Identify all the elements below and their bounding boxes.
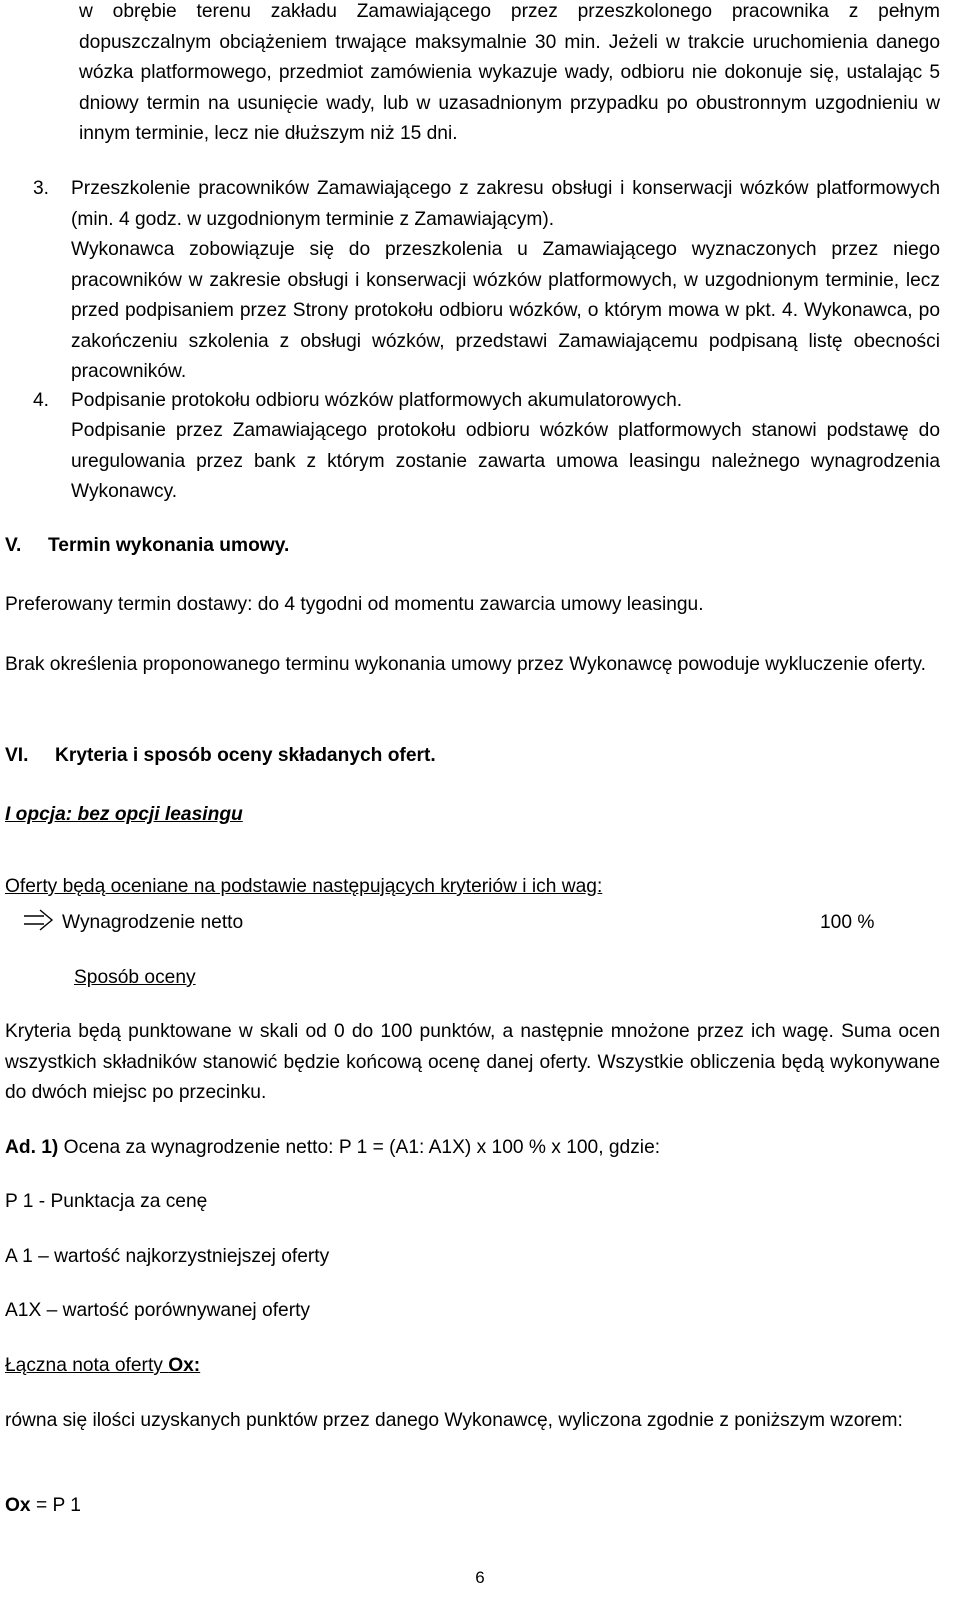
ad1-label: Ad. 1) [5,1137,59,1158]
method-heading: Sposób oceny [74,967,196,988]
ad1-formula-line [5,1133,660,1164]
formula-symbol: Ox [5,1495,31,1516]
continuation-paragraph: w obrębie terenu zakładu Zamawiającego przez przeszkolonego pracownika z pełnym dopuszczalnym obciążeniem trwające maksymalnie 30 min. Jeżeli w trakcie uruchomienia danego wózka platformowego, przedmiot zamówienia wykazuje wady, odbioru nie dokonuje się, ustalając 5 dniowy termin na usunięcie wady, lub w uzasadnionym przypadku po obustronnym uzgodnieniu w innym terminie, lecz nie dłuższym niż 15 dni. [79,1,940,144]
total-score-heading [5,1351,200,1382]
criteria-intro: Oferty będą oceniane na podstawie następujących kryteriów i ich wag: [5,876,603,897]
definition-a1x: A1X – wartość porównywanej oferty [5,1300,311,1321]
delivery-term-paragraph: Preferowany termin dostawy: do 4 tygodni od momentu zawarcia umowy leasingu. [5,594,704,615]
total-score-label: Łączna nota oferty [5,1355,169,1376]
section-5-number: V. [5,535,22,556]
criterion-name: Wynagrodzenie netto [62,912,244,933]
ad1-text: Ocena za wynagrodzenie netto: P 1 = (A1: A1X) x 100 % x 100, gdzie: [58,1137,661,1158]
item-4-number: 4. [33,390,50,411]
item-3-body: Wykonawca zobowiązuje się do przeszkolenia u Zamawiającego wyznaczonych przez niego pracowników w zakresie obsługi i konserwacji wózków platformowych, w uzgodnionym terminie, lecz przed podpisaniem przez Strony protokołu odbioru wózków, o którym mowa w pkt. 4. Wykonawca, po zakończeniu szkolenia z obsługi wózków, przedstawi Zamawiającemu podpisaną listę obecności pracowników. [71,239,940,382]
page-number: 6 [475,1568,485,1587]
item-3-number: 3. [33,178,50,199]
definition-p1: P 1 - Punktacja za cenę [5,1191,208,1212]
criterion-weight: 100 % [820,912,875,933]
double-arrow-right-icon [22,907,56,933]
option-heading: I opcja: bez opcji leasingu [5,804,243,825]
method-paragraph: Kryteria będą punktowane w skali od 0 do 100 punktów, a następnie mnożone przez ich wagę. Suma ocen wszystkich składników stanowić będzie końcową ocenę danej oferty. Wszystkie obliczenia będą wykonywane do dwóch miejsc po przecinku. [5,1021,940,1103]
section-6-title: Kryteria i sposób oceny składanych ofert. [55,745,436,766]
exclusion-paragraph: Brak określenia proponowanego terminu wykonania umowy przez Wykonawcę powoduje wykluczenie oferty. [5,654,926,675]
item-3-heading: Przeszkolenie pracowników Zamawiającego z zakresu obsługi i konserwacji wózków platformowych (min. 4 godz. w uzgodnionym terminie z Zamawiającym). [71,178,940,230]
definition-a1: A 1 – wartość najkorzystniejszej oferty [5,1246,330,1267]
item-4-body: Podpisanie przez Zamawiającego protokołu odbioru wózków platformowych stanowi podstawę do uregulowania przez bank z którym zostanie zawarta umowa leasingu należnego wynagrodzenia Wykonawcy. [71,420,940,502]
total-score-symbol: Ox: [168,1355,201,1376]
formula-rest: = P 1 [30,1495,81,1516]
section-6-number: VI. [5,745,29,766]
total-score-paragraph: równa się ilości uzyskanych punktów przez danego Wykonawcę, wyliczona zgodnie z poniższym wzorem: [5,1410,903,1431]
section-5-title: Termin wykonania umowy. [48,535,290,556]
final-formula [5,1491,81,1522]
item-4-heading: Podpisanie protokołu odbioru wózków platformowych akumulatorowych. [71,390,683,411]
